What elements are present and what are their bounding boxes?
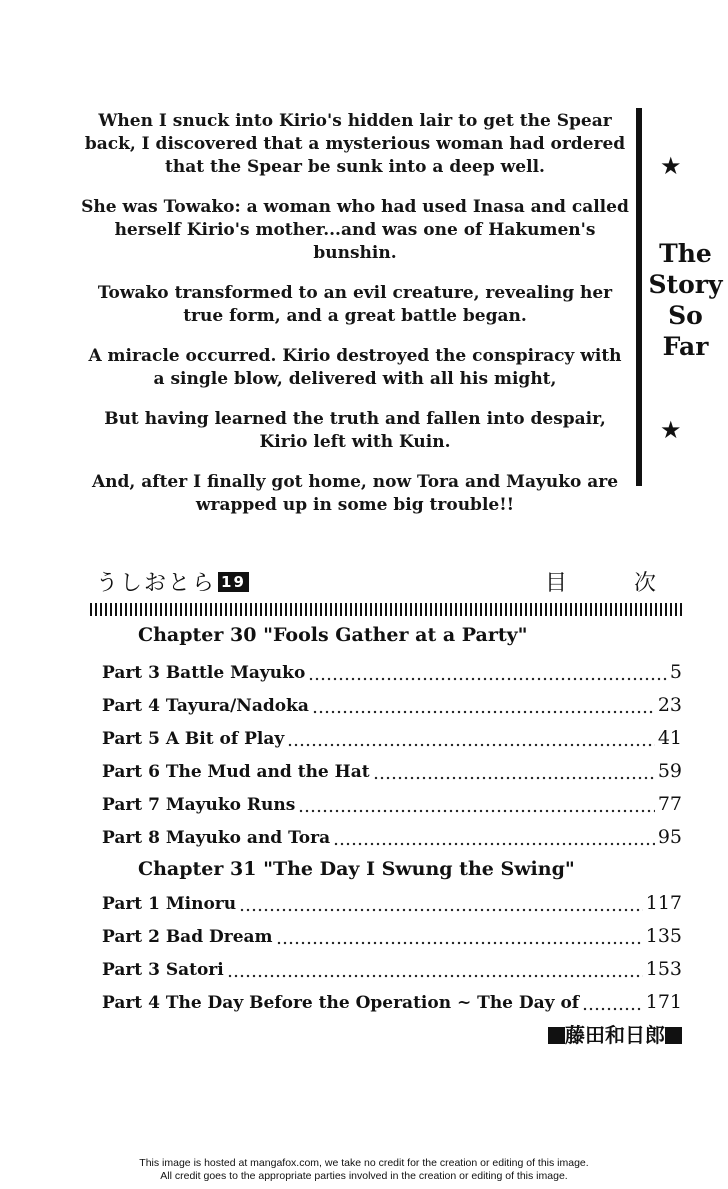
chapter-title: Chapter 30 "Fools Gather at a Party": [138, 624, 528, 646]
story-summary: [80, 110, 630, 534]
side-title-word: So: [668, 301, 703, 330]
story-paragraph: Towako transformed to an evil creature, revealing her true form, and a great battle began.: [97, 283, 613, 326]
toc-entry-page: 117: [645, 892, 682, 914]
leader-dots: [227, 964, 643, 978]
leader-dots: [582, 997, 643, 1011]
side-title-word: Story: [648, 270, 723, 299]
chapter-title: Chapter 31 "The Day I Swung the Swing": [138, 858, 575, 880]
story-paragraph: But having learned the truth and fallen into despair, Kirio left with Kuin.: [104, 409, 606, 452]
toc-header: [96, 566, 686, 596]
toc-entry: [102, 793, 682, 819]
contents-label: 目 次: [545, 571, 686, 596]
author-name: 藤田和日郎: [565, 1023, 665, 1047]
toc-entry-title: Part 5 A Bit of Play: [102, 729, 285, 749]
toc-entry-page: 77: [657, 793, 682, 815]
story-so-far-title: [643, 238, 728, 362]
story-paragraph: And, after I finally got home, now Tora and Mayuko are wrapped up in some big trouble!!: [91, 472, 619, 515]
leader-dots: [239, 898, 643, 912]
leader-dots: [308, 667, 667, 681]
toc-entry: [102, 826, 682, 852]
toc-entry: [102, 727, 682, 753]
side-title-word: Far: [662, 332, 709, 361]
hosting-credit-line: All credit goes to the appropriate parties involved in the creation or editing of this image.: [160, 1170, 568, 1182]
square-mark-icon: [665, 1027, 682, 1044]
toc-entry-page: 5: [669, 661, 682, 683]
toc-entry: [102, 892, 682, 918]
star-icon: ★: [660, 416, 682, 444]
toc-entry-title: Part 7 Mayuko Runs: [102, 795, 296, 815]
series-title: [96, 566, 249, 597]
square-mark-icon: [548, 1027, 565, 1044]
toc-entry-page: 171: [645, 991, 682, 1013]
leader-dots: [312, 700, 655, 714]
side-title-word: The: [659, 239, 712, 268]
toc-entry: [102, 661, 682, 687]
toc-entry-page: 153: [645, 958, 682, 980]
leader-dots: [333, 832, 655, 846]
leader-dots: [287, 733, 655, 747]
toc-entry-page: 135: [645, 925, 682, 947]
toc-entry-title: Part 1 Minoru: [102, 894, 237, 914]
toc-entry-page: 95: [657, 826, 682, 848]
author-credit: [548, 1019, 682, 1048]
toc-entry: [102, 925, 682, 951]
toc-entry-title: Part 4 Tayura/Nadoka: [102, 696, 309, 716]
star-icon: ★: [660, 152, 682, 180]
volume-badge: 19: [218, 572, 249, 592]
toc-entry-title: Part 6 The Mud and the Hat: [102, 762, 370, 782]
leader-dots: [298, 799, 654, 813]
header-ruler: [90, 603, 682, 616]
toc-entry-page: 23: [657, 694, 682, 716]
toc-entry-page: 41: [657, 727, 682, 749]
story-paragraph: She was Towako: a woman who had used Inasa and called herself Kirio's mother...and was one of Hakumen's bunshin.: [81, 197, 629, 263]
toc-entry: [102, 991, 682, 1017]
series-title-text: うしおとら: [96, 571, 217, 596]
toc-entry-title: Part 4 The Day Before the Operation ~ The Day of: [102, 993, 580, 1013]
toc-entry-title: Part 3 Battle Mayuko: [102, 663, 306, 683]
toc-entry: [102, 694, 682, 720]
toc-entry: [102, 958, 682, 984]
story-paragraph: A miracle occurred. Kirio destroyed the conspiracy with a single blow, delivered with all his might,: [88, 346, 622, 389]
toc-entry: [102, 760, 682, 786]
toc-entry-title: Part 8 Mayuko and Tora: [102, 828, 331, 848]
toc-entry-page: 59: [657, 760, 682, 782]
toc-entry-title: Part 3 Satori: [102, 960, 224, 980]
leader-dots: [373, 766, 655, 780]
hosting-credit-line: This image is hosted at mangafox.com, we take no credit for the creation or editing of this image.: [139, 1157, 589, 1169]
story-paragraph: When I snuck into Kirio's hidden lair to get the Spear back, I discovered that a mysterious woman had ordered that the Spear be sunk into a deep well.: [84, 111, 626, 177]
leader-dots: [276, 931, 643, 945]
vertical-divider: [636, 108, 642, 486]
toc-entry-title: Part 2 Bad Dream: [102, 927, 273, 947]
